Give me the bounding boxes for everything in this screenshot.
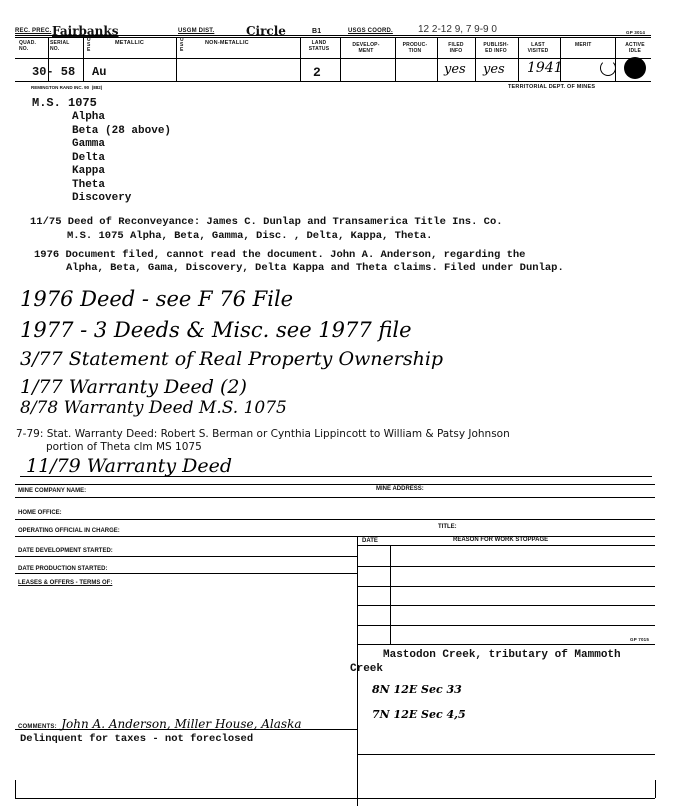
handwritten-878: 8/78 Warranty Deed M.S. 1075 (20, 398, 287, 418)
col-production: PRODUC-TION (402, 42, 428, 54)
title-label: TITLE: (438, 524, 457, 530)
col-use-nonmetallic: U S E (180, 37, 184, 53)
claims-list (72, 111, 171, 206)
handwritten-1977: 1977 - 3 Deeds & Misc. see 1977 file (20, 318, 412, 342)
handwritten-177: 1/77 Warranty Deed (2) (20, 376, 247, 398)
col-quad-no: QUAD. NO. (19, 40, 37, 52)
rec-prec-label: REC. PREC. (15, 28, 52, 34)
reason-label: REASON FOR WORK STOPPAGE (453, 537, 549, 543)
entry-1976-line1: 1976 Document filed, cannot read the document. John A. Anderson, regarding the (34, 249, 526, 261)
claim-item: Kappa (72, 165, 106, 177)
rec-prec-value: Fairbanks (52, 24, 119, 38)
operating-official-label: OPERATING OFFICIAL IN CHARGE: (18, 528, 120, 534)
comments-value: John A. Anderson, Miller House, Alaska (61, 717, 302, 731)
delinquent-note: Delinquent for taxes - not foreclosed (20, 733, 254, 745)
usgm-dist-value: Circle (246, 24, 286, 38)
entry-1175-line2: M.S. 1075 Alpha, Beta, Gamma, Disc. , Delta, Kappa, Theta. (67, 230, 433, 242)
active-dot-icon (624, 57, 646, 79)
col-last-visited: LAST VISITED (527, 42, 549, 54)
handwritten-1976: 1976 Deed - see F 76 File (20, 287, 294, 311)
township-1: 8N 12E Sec 33 (372, 683, 462, 696)
col-development: DEVELOP-MENT (352, 42, 380, 54)
township-2: 7N 12E Sec 4,5 (372, 708, 466, 721)
mine-company-name-label: MINE COMPANY NAME: (18, 488, 87, 494)
entry-779-line1: 7-79: Stat. Warranty Deed: Robert S. Berman or Cynthia Lippincott to William & Patsy Johnson (16, 428, 510, 440)
date-production-label: DATE PRODUCTION STARTED: (18, 566, 108, 572)
location-line1: Mastodon Creek, tributary of Mammoth (383, 649, 621, 661)
home-office-label: HOME OFFICE: (18, 510, 62, 516)
col-filed-info: FILED INFO (448, 42, 464, 54)
claim-item: Beta (28 above) (72, 124, 172, 137)
leases-label: LEASES & OFFERS - TERMS OF: (18, 580, 113, 586)
entry-779-line2: portion of Theta clm MS 1075 (46, 441, 202, 453)
form-number: GP 3014 (626, 30, 646, 35)
col-nonmetallic: NON-METALLIC (205, 40, 249, 46)
metallic-value: Au (92, 65, 107, 79)
mine-address-label: MINE ADDRESS: (376, 486, 424, 492)
col-merit: MERIT (575, 42, 592, 48)
claim-item: Discovery (72, 192, 132, 204)
handwritten-377: 3/77 Statement of Real Property Ownership (20, 348, 444, 370)
col-serial-no: SERIAL NO. (50, 40, 70, 52)
quad-value: 30- 58 (32, 65, 76, 79)
usgm-dist-label: USGM DIST. (178, 28, 215, 34)
territorial-label: TERRITORIAL DEPT. OF MINES (508, 84, 596, 90)
claim-item: Delta (72, 151, 106, 164)
survey-number: M.S. 1075 (32, 96, 97, 110)
entry-1175-line1: 11/75 Deed of Reconveyance: James C. Dunlap and Transamerica Title Ins. Co. (30, 216, 503, 228)
claim-item: Gamma (72, 138, 106, 150)
comments-row (18, 715, 302, 733)
printer-label: REMINGTON RAND INC. 90 (882) (31, 85, 103, 90)
col-land-status: LAND STATUS (308, 40, 330, 52)
col-use-metallic: U S E (87, 37, 91, 53)
claim-item: Alpha (72, 111, 106, 123)
date-development-label: DATE DEVELOPMENT STARTED: (18, 548, 113, 554)
location-line2: Creek (350, 663, 384, 675)
usgs-coord-value: 12 2-12 9, 7 9-9 0 (418, 24, 497, 35)
entry-1976-line2: Alpha, Beta, Gama, Discovery, Delta Kappa and Theta claims. Filed under Dunlap. (66, 262, 564, 274)
idle-mark-icon (600, 60, 616, 76)
col-active-idle: ACTIVE IDLE (625, 42, 645, 54)
date-label: DATE (362, 538, 378, 544)
comments-label: COMMENTS: (18, 724, 57, 730)
filed-info-value: yes (444, 62, 466, 77)
land-status-value: 2 (313, 65, 321, 80)
col-published-info: PUBLISH-ED INFO (483, 42, 509, 54)
last-visited-value: 1941 (527, 60, 563, 76)
usgs-coord-label: USGS COORD. (348, 28, 393, 34)
form-number-2: GP 7015 (630, 637, 650, 642)
col-metallic: METALLIC (115, 40, 144, 46)
handwritten-1179: 11/79 Warranty Deed (26, 455, 233, 477)
district-mark: B1 (312, 28, 322, 35)
published-info-value: yes (483, 62, 505, 77)
claim-item: Theta (72, 178, 106, 191)
